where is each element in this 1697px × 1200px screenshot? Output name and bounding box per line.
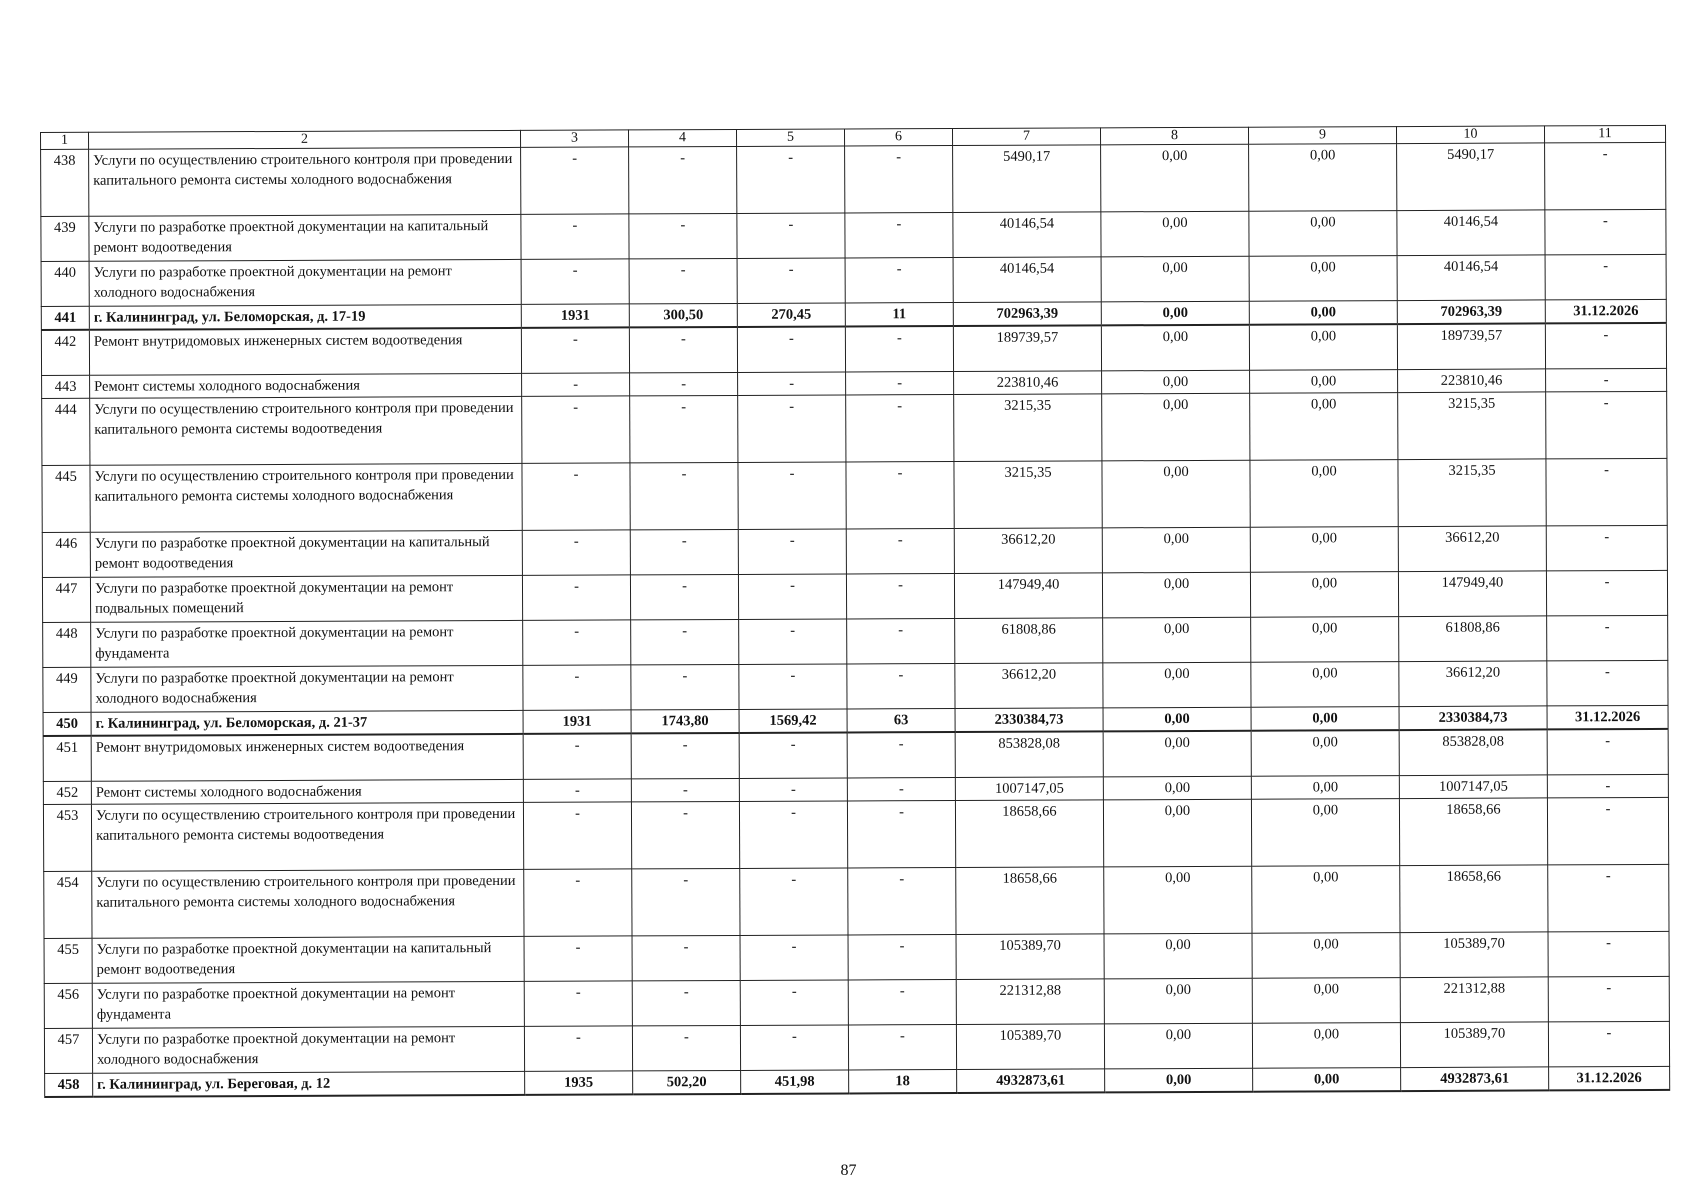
total-cost: 147949,40 <box>954 573 1102 619</box>
work-description: Услуги по осуществлению строительного контроля при проведении капитального ремонта системы холодного водоснабжения <box>92 869 524 938</box>
owner-cost: 5490,17 <box>1397 143 1545 211</box>
completion-date: - <box>1546 391 1667 459</box>
year-built: - <box>521 259 629 304</box>
owner-cost: 36612,20 <box>1398 526 1546 572</box>
total-cost: 3215,35 <box>954 461 1102 529</box>
row-number: 447 <box>42 577 90 622</box>
residents-count: - <box>848 1025 956 1070</box>
header-cell: 1 <box>41 132 89 149</box>
table-row <box>44 931 1669 983</box>
row-number: 449 <box>43 667 91 712</box>
owner-cost: 18658,66 <box>1399 798 1547 866</box>
work-description: Услуги по разработке проектной документации на ремонт холодного водоснабжения <box>91 665 523 712</box>
budget-cost: 0,00 <box>1249 301 1397 325</box>
fund-cost: 0,00 <box>1101 144 1249 212</box>
work-description: Ремонт внутридомовых инженерных систем водоотведения <box>91 734 523 781</box>
budget-cost: 0,00 <box>1252 866 1400 934</box>
budget-cost: 0,00 <box>1252 978 1400 1024</box>
living-area: 270,45 <box>737 303 845 327</box>
living-area: - <box>737 213 845 258</box>
table-row <box>43 797 1668 871</box>
owner-cost: 221312,88 <box>1400 977 1548 1023</box>
living-area: - <box>740 980 848 1025</box>
total-area: - <box>630 395 738 462</box>
completion-date: - <box>1545 323 1666 369</box>
year-built: - <box>521 214 629 259</box>
header-cell: 9 <box>1248 127 1396 145</box>
owner-cost: 189739,57 <box>1397 323 1545 369</box>
budget-cost: 0,00 <box>1250 393 1398 461</box>
budget-cost: 0,00 <box>1250 572 1398 618</box>
living-area: - <box>739 732 847 778</box>
fund-cost: 0,00 <box>1104 933 1252 979</box>
living-area: - <box>737 326 845 372</box>
year-built: - <box>523 665 631 710</box>
header-cell: 5 <box>736 129 844 146</box>
fund-cost: 0,00 <box>1103 617 1251 663</box>
total-cost: 18658,66 <box>956 867 1104 935</box>
total-cost: 3215,35 <box>954 394 1102 462</box>
table-row <box>44 864 1669 938</box>
living-area: - <box>740 868 848 935</box>
owner-cost: 4932873,61 <box>1401 1067 1549 1091</box>
budget-cost: 0,00 <box>1249 144 1397 212</box>
budget-cost: 0,00 <box>1253 1068 1401 1092</box>
row-number: 442 <box>41 330 89 376</box>
residents-count: - <box>847 778 955 801</box>
residents-count: - <box>847 801 955 868</box>
row-number: 443 <box>42 375 90 398</box>
owner-cost: 702963,39 <box>1397 300 1545 324</box>
page-number: 87 <box>840 1162 857 1179</box>
budget-cost: 0,00 <box>1250 460 1398 528</box>
work-description: Услуги по разработке проектной документации на ремонт фундамента <box>92 981 524 1028</box>
budget-cost: 0,00 <box>1250 527 1398 573</box>
table-row <box>44 976 1669 1028</box>
year-built: - <box>521 147 629 214</box>
fund-cost: 0,00 <box>1104 978 1252 1024</box>
row-number: 453 <box>43 804 91 871</box>
table-row <box>42 458 1667 532</box>
budget-cost: 0,00 <box>1251 617 1399 663</box>
work-description: г. Калининград, ул. Беломорская, д. 21-37 <box>91 710 523 735</box>
table-row <box>43 660 1668 712</box>
living-area: - <box>738 462 846 529</box>
completion-date: - <box>1545 209 1666 255</box>
row-number: 440 <box>41 261 89 306</box>
work-description: Услуги по разработке проектной документации на капитальный ремонт водоотведения <box>90 530 522 577</box>
owner-cost: 105389,70 <box>1400 932 1548 978</box>
total-cost: 36612,20 <box>954 528 1102 574</box>
budget-cost: 0,00 <box>1251 799 1399 867</box>
fund-cost: 0,00 <box>1103 662 1251 708</box>
work-description: Услуги по разработке проектной документации на ремонт холодного водоснабжения <box>89 259 521 306</box>
completion-date: - <box>1547 774 1668 798</box>
year-built: - <box>522 575 630 620</box>
year-built: 1931 <box>521 304 629 328</box>
completion-date: - <box>1547 797 1668 865</box>
owner-cost: 40146,54 <box>1397 210 1545 256</box>
completion-date: - <box>1545 142 1666 210</box>
fund-cost: 0,00 <box>1102 460 1250 528</box>
total-area: - <box>630 462 738 529</box>
total-cost: 40146,54 <box>953 257 1101 303</box>
work-description: Ремонт системы холодного водоснабжения <box>90 373 522 398</box>
year-built: 1935 <box>525 1071 633 1095</box>
owner-cost: 147949,40 <box>1398 571 1546 617</box>
living-area: - <box>740 935 848 980</box>
budget-cost: 0,00 <box>1251 707 1399 731</box>
completion-date: - <box>1548 931 1669 977</box>
total-cost: 18658,66 <box>955 800 1103 868</box>
table-row <box>42 525 1667 577</box>
row-number: 441 <box>41 306 89 330</box>
year-built: - <box>524 1026 632 1071</box>
header-cell: 7 <box>952 128 1100 146</box>
living-area: - <box>738 529 846 574</box>
living-area: - <box>737 146 845 213</box>
completion-date: - <box>1547 615 1668 661</box>
data-table <box>40 125 1670 1098</box>
residents-count: - <box>848 868 956 935</box>
fund-cost: 0,00 <box>1101 256 1249 302</box>
total-cost: 5490,17 <box>953 145 1101 213</box>
total-cost: 2330384,73 <box>955 708 1103 732</box>
work-description: Услуги по осуществлению строительного контроля при проведении капитального ремонта системы водоотведения <box>90 396 522 465</box>
total-area: - <box>632 1025 740 1070</box>
residents-count: - <box>845 213 953 258</box>
living-area: - <box>739 778 847 801</box>
fund-cost: 0,00 <box>1101 211 1249 257</box>
year-built: - <box>522 463 630 530</box>
completion-date: - <box>1546 458 1667 526</box>
budget-cost: 0,00 <box>1252 933 1400 979</box>
header-cell: 11 <box>1544 125 1665 143</box>
total-cost: 36612,20 <box>955 663 1103 709</box>
year-built: - <box>522 396 630 463</box>
completion-date: - <box>1548 976 1669 1022</box>
work-description: Ремонт системы холодного водоснабжения <box>91 779 523 804</box>
table-row <box>41 254 1666 306</box>
owner-cost: 105389,70 <box>1400 1022 1548 1068</box>
fund-cost: 0,00 <box>1103 707 1251 731</box>
work-description: Услуги по осуществлению строительного контроля при проведении капитального ремонта системы холодного водоснабжения <box>89 147 521 216</box>
document-sheet <box>40 125 1669 1098</box>
budget-cost: 0,00 <box>1249 256 1397 302</box>
fund-cost: 0,00 <box>1102 527 1250 573</box>
fund-cost: 0,00 <box>1102 572 1250 618</box>
living-area: - <box>738 372 846 395</box>
work-description: Услуги по разработке проектной документации на ремонт холодного водоснабжения <box>92 1026 524 1073</box>
total-cost: 105389,70 <box>956 934 1104 980</box>
completion-date: - <box>1547 729 1668 775</box>
year-built: - <box>524 981 632 1026</box>
work-description: Ремонт внутридомовых инженерных систем водоотведения <box>89 328 521 375</box>
fund-cost: 0,00 <box>1101 325 1249 371</box>
owner-cost: 18658,66 <box>1400 865 1548 933</box>
total-area: - <box>632 980 740 1025</box>
owner-cost: 853828,08 <box>1399 729 1547 775</box>
year-built: - <box>522 373 630 396</box>
year-built: - <box>523 620 631 665</box>
fund-cost: 0,00 <box>1105 1068 1253 1092</box>
completion-date: - <box>1547 660 1668 706</box>
total-area: - <box>631 733 739 779</box>
table-row <box>44 1021 1669 1073</box>
residents-count: - <box>846 372 954 395</box>
year-built: - <box>523 802 631 869</box>
work-description: Услуги по разработке проектной документации на ремонт фундамента <box>91 620 523 667</box>
living-area: 451,98 <box>741 1070 849 1094</box>
completion-date: - <box>1546 525 1667 571</box>
completion-date: 31.12.2026 <box>1547 705 1668 729</box>
year-built: - <box>523 733 631 779</box>
header-cell: 10 <box>1396 126 1544 144</box>
table-row <box>42 570 1667 622</box>
row-number: 454 <box>44 871 92 938</box>
row-number: 455 <box>44 938 92 983</box>
table-row <box>41 209 1666 261</box>
residents-count: - <box>846 395 954 462</box>
work-description: Услуги по осуществлению строительного контроля при проведении капитального ремонта системы водоотведения <box>91 802 523 871</box>
table-row <box>43 729 1668 782</box>
total-cost: 223810,46 <box>954 371 1102 395</box>
residents-count: 18 <box>849 1070 957 1094</box>
budget-cost: 0,00 <box>1251 662 1399 708</box>
table-row <box>42 391 1667 465</box>
total-cost: 853828,08 <box>955 731 1103 777</box>
row-number: 450 <box>43 712 91 736</box>
total-area: - <box>632 868 740 935</box>
fund-cost: 0,00 <box>1101 301 1249 325</box>
residents-count: - <box>846 574 954 619</box>
living-area: - <box>739 664 847 709</box>
budget-cost: 0,00 <box>1251 776 1399 800</box>
fund-cost: 0,00 <box>1103 776 1251 800</box>
total-area: 300,50 <box>629 303 737 327</box>
work-description: Услуги по разработке проектной документации на капитальный ремонт водоотведения <box>92 936 524 983</box>
budget-cost: 0,00 <box>1249 324 1397 370</box>
total-cost: 40146,54 <box>953 212 1101 258</box>
owner-cost: 3215,35 <box>1398 459 1546 527</box>
owner-cost: 3215,35 <box>1398 392 1546 460</box>
owner-cost: 40146,54 <box>1397 255 1545 301</box>
total-area: - <box>631 619 739 664</box>
owner-cost: 1007147,05 <box>1399 775 1547 799</box>
total-area: - <box>630 372 738 395</box>
total-cost: 1007147,05 <box>955 777 1103 801</box>
fund-cost: 0,00 <box>1104 866 1252 934</box>
row-number: 456 <box>44 983 92 1028</box>
completion-date: - <box>1546 368 1667 392</box>
fund-cost: 0,00 <box>1102 370 1250 394</box>
total-area: - <box>632 935 740 980</box>
owner-cost: 223810,46 <box>1398 369 1546 393</box>
work-description: Услуги по осуществлению строительного контроля при проведении капитального ремонта системы холодного водоснабжения <box>90 463 522 532</box>
year-built: - <box>521 327 629 373</box>
header-cell: 6 <box>844 129 952 146</box>
header-cell: 4 <box>628 129 736 146</box>
total-cost: 189739,57 <box>953 325 1101 371</box>
total-area: - <box>629 327 737 373</box>
total-area: 1743,80 <box>631 709 739 733</box>
residents-count: 11 <box>845 303 953 327</box>
work-description: Услуги по разработке проектной документации на ремонт подвальных помещений <box>90 575 522 622</box>
work-description: г. Калининград, ул. Береговая, д. 12 <box>93 1071 525 1096</box>
header-cell: 2 <box>89 130 521 149</box>
completion-date: 31.12.2026 <box>1549 1066 1670 1090</box>
fund-cost: 0,00 <box>1102 393 1250 461</box>
total-cost: 105389,70 <box>956 1024 1104 1070</box>
living-area: - <box>739 801 847 868</box>
residents-count: - <box>847 619 955 664</box>
year-built: 1931 <box>523 710 631 734</box>
owner-cost: 61808,86 <box>1399 616 1547 662</box>
residents-count: - <box>845 146 953 213</box>
total-area: - <box>629 258 737 303</box>
residents-count: - <box>847 732 955 778</box>
work-description: г. Калининград, ул. Беломорская, д. 17-19 <box>89 304 521 329</box>
living-area: - <box>739 619 847 664</box>
residents-count: - <box>846 529 954 574</box>
fund-cost: 0,00 <box>1104 1023 1252 1069</box>
residents-count: - <box>848 935 956 980</box>
owner-cost: 36612,20 <box>1399 661 1547 707</box>
table-row <box>41 142 1666 216</box>
completion-date: - <box>1546 570 1667 616</box>
row-number: 458 <box>45 1073 93 1097</box>
row-number: 439 <box>41 216 89 261</box>
owner-cost: 2330384,73 <box>1399 706 1547 730</box>
work-description: Услуги по разработке проектной документации на капитальный ремонт водоотведения <box>89 214 521 261</box>
completion-date: - <box>1545 254 1666 300</box>
living-area: 1569,42 <box>739 709 847 733</box>
year-built: - <box>524 936 632 981</box>
row-number: 452 <box>43 781 91 804</box>
completion-date: 31.12.2026 <box>1545 299 1666 323</box>
total-area: - <box>630 529 738 574</box>
living-area: - <box>737 258 845 303</box>
residents-count: - <box>848 980 956 1025</box>
budget-cost: 0,00 <box>1251 730 1399 776</box>
budget-cost: 0,00 <box>1250 370 1398 394</box>
row-number: 448 <box>43 622 91 667</box>
year-built: - <box>524 869 632 936</box>
row-number: 446 <box>42 532 90 577</box>
total-area: - <box>631 778 739 801</box>
completion-date: - <box>1548 864 1669 932</box>
total-cost: 702963,39 <box>953 302 1101 326</box>
residents-count: - <box>846 462 954 529</box>
residents-count: - <box>845 258 953 303</box>
row-number: 451 <box>43 736 91 782</box>
total-area: - <box>631 664 739 709</box>
table-row <box>43 615 1668 667</box>
residents-count: - <box>847 664 955 709</box>
total-cost: 4932873,61 <box>957 1069 1105 1093</box>
budget-cost: 0,00 <box>1249 211 1397 257</box>
total-area: - <box>631 801 739 868</box>
total-area: - <box>629 213 737 258</box>
year-built: - <box>522 530 630 575</box>
living-area: - <box>738 574 846 619</box>
fund-cost: 0,00 <box>1103 731 1251 777</box>
residents-count: 63 <box>847 709 955 733</box>
year-built: - <box>523 779 631 802</box>
total-area: - <box>630 574 738 619</box>
living-area: - <box>738 395 846 462</box>
total-cost: 61808,86 <box>955 618 1103 664</box>
residents-count: - <box>845 326 953 372</box>
header-cell: 3 <box>520 130 628 147</box>
fund-cost: 0,00 <box>1103 799 1251 867</box>
total-area: - <box>629 146 737 213</box>
row-number: 445 <box>42 465 90 532</box>
header-cell: 8 <box>1100 127 1248 145</box>
total-area: 502,20 <box>633 1070 741 1094</box>
total-cost: 221312,88 <box>956 979 1104 1025</box>
row-number: 438 <box>41 149 89 216</box>
row-number: 444 <box>42 398 90 465</box>
completion-date: - <box>1548 1021 1669 1067</box>
table-row <box>41 323 1666 376</box>
living-area: - <box>740 1025 848 1070</box>
row-number: 457 <box>44 1028 92 1073</box>
budget-cost: 0,00 <box>1252 1023 1400 1069</box>
